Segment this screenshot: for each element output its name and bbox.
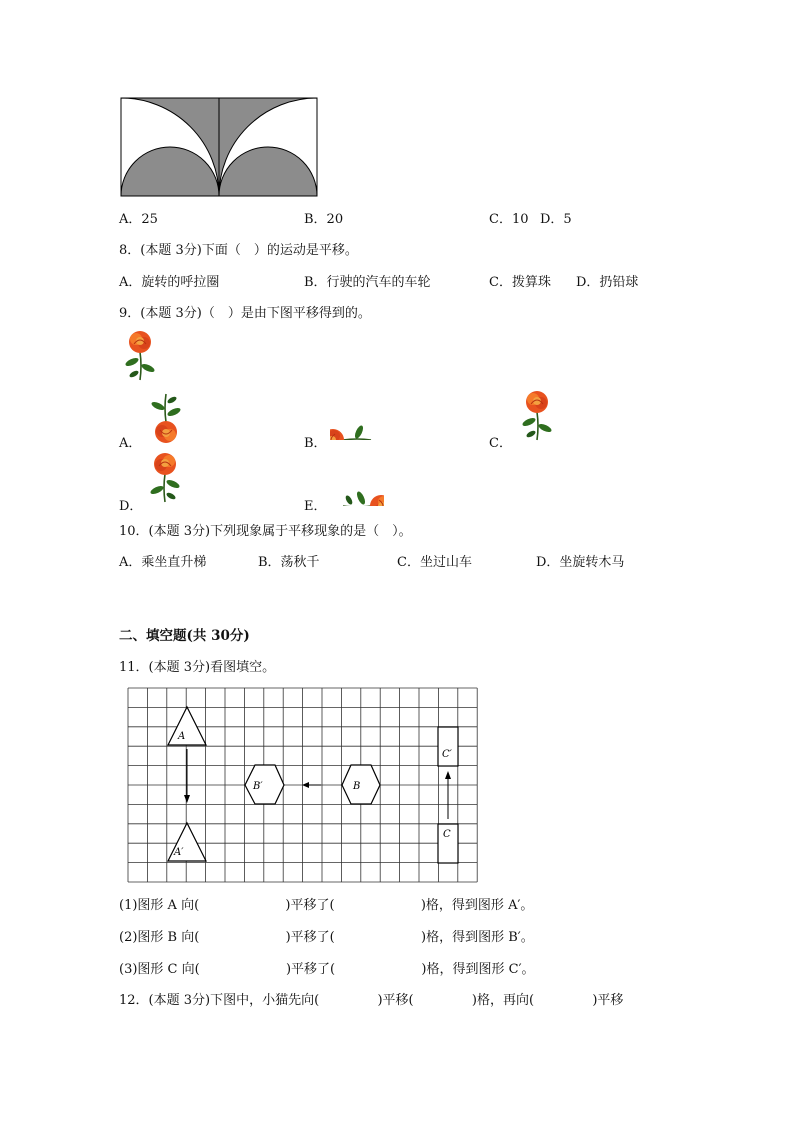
arrow-a-head [184,795,190,803]
q10-option-b[interactable]: B．荡秋千 [258,555,320,570]
q11-line-1 [119,894,533,913]
q12-part3: )格，再向( [471,993,535,1008]
q11-line1-b: )平移了( [285,898,335,913]
label-c-prime: C′ [442,749,452,760]
label-b: B [353,781,361,792]
q11-line-2 [119,926,534,945]
q12-part2: )平移( [377,993,414,1008]
q11-line3-a: (3)图形 C 向( [119,962,200,977]
q11-line2-c: )格，得到图形 B′。 [421,930,534,945]
q8-option-d[interactable]: D．扔铅球 [576,275,639,290]
label-c: C [443,829,451,840]
q7-option-b[interactable]: B．20 [304,212,344,227]
q11-grid-figure [127,687,479,883]
arrow-b-head [302,782,309,788]
q12-part4: )平移 [592,993,624,1008]
q8-stem: 8．(本题 3分)下面（ ）的运动是平移。 [119,243,358,258]
q9-rose-a[interactable] [144,388,188,446]
q9-option-e[interactable]: E． [304,499,327,514]
q8-option-c[interactable]: C．拨算珠 [489,275,551,290]
section-title-fill-blank: 二、填空题(共 30分) [119,628,250,644]
q9-rose-e[interactable] [326,462,384,506]
label-b-prime: B′ [253,781,263,792]
arrow-c-head [445,771,451,779]
q10-stem: 10．(本题 3分)下列现象属于平移现象的是（ ）。 [119,524,412,539]
hexagon-b [342,765,380,804]
q10-option-d[interactable]: D．坐旋转木马 [536,555,625,570]
q11-line2-b: )平移了( [285,930,335,945]
q9-option-d[interactable]: D． [119,499,143,514]
q7-option-c[interactable]: C．10 [489,212,529,227]
q9-rose-original [118,328,162,386]
q7-figure [120,97,320,199]
label-a: A [178,731,186,742]
q9-option-b[interactable]: B． [304,436,327,451]
q12-stem [119,989,623,1008]
label-a-prime: A′ [174,847,184,858]
q9-stem: 9．(本题 3分)（ ）是由下图平移得到的。 [119,306,371,321]
q11-line2-a: (2)图形 B 向( [119,930,200,945]
q9-option-c[interactable]: C． [489,436,512,451]
q9-rose-c[interactable] [515,388,559,446]
q11-line1-a: (1)图形 A 向( [119,898,200,913]
q10-option-c[interactable]: C．坐过山车 [397,555,472,570]
q8-option-a[interactable]: A．旋转的呼拉圈 [119,275,220,290]
q7-option-d[interactable]: D．5 [540,212,572,227]
q11-stem: 11．(本题 3分)看图填空。 [119,660,276,675]
q9-rose-b[interactable] [330,396,388,440]
q9-rose-d[interactable] [143,450,187,508]
q11-line-3 [119,958,535,977]
q10-option-a[interactable]: A．乘坐直升梯 [119,555,207,570]
q9-option-a[interactable]: A． [119,436,142,451]
hexagon-b-prime [245,765,284,804]
q11-line3-b: )平移了( [285,962,336,977]
q11-line1-c: )格，得到图形 A′。 [420,898,534,913]
q7-option-a[interactable]: A．25 [119,212,158,227]
q11-line3-c: )格，得到图形 C′。 [421,962,535,977]
q12-part1: 12．(本题 3分)下图中，小猫先向( [119,993,320,1008]
triangle-a [168,707,206,745]
rect-c-prime [438,727,458,766]
q8-option-b[interactable]: B．行驶的汽车的车轮 [304,275,431,290]
